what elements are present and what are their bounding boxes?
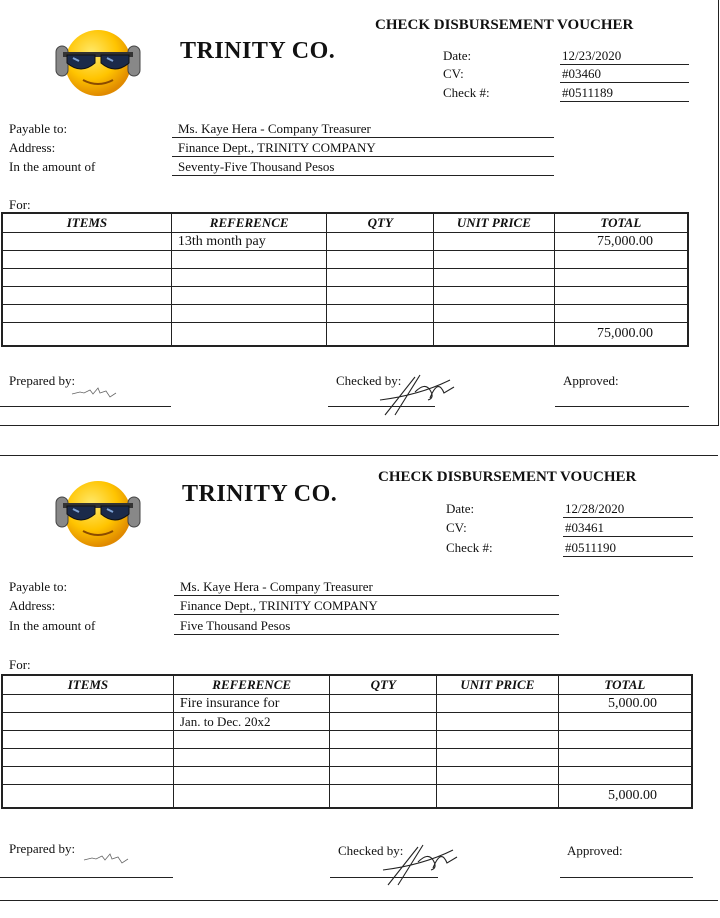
- cell-qty: [330, 785, 437, 809]
- cell-qty: [327, 233, 434, 251]
- cell-items: [2, 785, 173, 809]
- prepared-by-label: Prepared by:: [9, 373, 76, 388]
- cell-qty: [327, 251, 434, 269]
- table-row: [2, 713, 692, 731]
- cell-reference: [173, 749, 330, 767]
- cell-unit-price: [434, 251, 555, 269]
- sunglasses-smiley-icon: [55, 28, 141, 98]
- voucher-2: [0, 455, 718, 901]
- table-row: [2, 269, 688, 287]
- cell-qty: [327, 305, 434, 323]
- company-name: TRINITY CO.: [182, 481, 338, 507]
- checked-by-line: [328, 406, 435, 407]
- voucher-title: CHECK DISBURSEMENT VOUCHER: [378, 469, 637, 485]
- check-label: Check #:: [443, 85, 490, 100]
- grand-total: 5,000.00: [558, 785, 692, 809]
- date-label: Date:: [443, 48, 472, 63]
- cell-total: [558, 731, 692, 749]
- cell-reference: [171, 305, 327, 323]
- date-value: 12/23/2020: [560, 47, 689, 65]
- cell-qty: [330, 713, 437, 731]
- checker-signature: [378, 840, 473, 890]
- cv-value: #03460: [560, 65, 689, 83]
- amount-value: Five Thousand Pesos: [174, 617, 559, 635]
- cell-unit-price: [434, 233, 555, 251]
- initials-signature: [70, 382, 130, 400]
- cell-reference: [171, 269, 327, 287]
- cell-total: [554, 251, 688, 269]
- cell-qty: [330, 695, 437, 713]
- date-value: 12/28/2020: [563, 500, 693, 518]
- voucher-1: [0, 0, 719, 426]
- cell-items: [2, 305, 171, 323]
- cell-reference: [173, 731, 330, 749]
- table-row: [2, 695, 692, 713]
- cell-reference: [171, 287, 327, 305]
- cell-unit-price: [434, 269, 555, 287]
- address-value: Finance Dept., TRINITY COMPANY: [174, 597, 559, 615]
- cell-reference: [171, 323, 327, 347]
- amount-label: In the amount of: [9, 159, 96, 174]
- column-header-total: TOTAL: [554, 213, 688, 233]
- total-row: [2, 785, 692, 809]
- table-header: [2, 213, 688, 233]
- cell-items: [2, 731, 173, 749]
- cell-reference: [171, 251, 327, 269]
- cell-items: [2, 713, 173, 731]
- checker-signature: [375, 370, 470, 420]
- grand-total: 75,000.00: [554, 323, 688, 347]
- cv-value: #03461: [563, 519, 693, 537]
- cell-qty: [327, 323, 434, 347]
- approved-label: Approved:: [567, 843, 623, 858]
- cell-qty: [327, 269, 434, 287]
- cell-qty: [330, 731, 437, 749]
- column-header-qty: QTY: [330, 675, 437, 695]
- cell-qty: [330, 749, 437, 767]
- cell-total: 5,000.00: [558, 695, 692, 713]
- cell-total: [558, 749, 692, 767]
- cell-reference: 13th month pay: [171, 233, 327, 251]
- payable-value: Ms. Kaye Hera - Company Treasurer: [172, 120, 554, 138]
- cell-items: [2, 269, 171, 287]
- cell-qty: [327, 287, 434, 305]
- checked-by-label: Checked by:: [338, 843, 404, 858]
- prepared-by-line: [0, 877, 173, 878]
- cell-unit-price: [434, 323, 555, 347]
- cell-qty: [330, 767, 437, 785]
- address-value: Finance Dept., TRINITY COMPANY: [172, 139, 554, 157]
- address-label: Address:: [9, 598, 56, 613]
- company-name: TRINITY CO.: [180, 38, 336, 64]
- cell-reference: [173, 785, 330, 809]
- cell-items: [2, 749, 173, 767]
- for-label: For:: [9, 657, 31, 672]
- check-value: #0511189: [560, 84, 689, 102]
- voucher-title: CHECK DISBURSEMENT VOUCHER: [375, 17, 634, 33]
- initials-signature: [82, 848, 142, 866]
- cell-unit-price: [434, 287, 555, 305]
- cell-items: [2, 695, 173, 713]
- sunglasses-smiley-icon: [55, 479, 141, 549]
- amount-value: Seventy-Five Thousand Pesos: [172, 158, 554, 176]
- cell-unit-price: [437, 785, 559, 809]
- cell-unit-price: [437, 749, 559, 767]
- approved-line: [555, 406, 689, 407]
- cell-reference: Fire insurance for: [173, 695, 330, 713]
- column-header-items: ITEMS: [2, 675, 173, 695]
- cell-total: [554, 305, 688, 323]
- column-header-qty: QTY: [327, 213, 434, 233]
- cell-items: [2, 233, 171, 251]
- column-header-items: ITEMS: [2, 213, 171, 233]
- cell-reference: Jan. to Dec. 20x2: [173, 713, 330, 731]
- cell-total: 75,000.00: [554, 233, 688, 251]
- table-row: [2, 749, 692, 767]
- payable-label: Payable to:: [9, 579, 68, 594]
- cv-label: CV:: [443, 66, 464, 81]
- cell-unit-price: [437, 713, 559, 731]
- cell-unit-price: [437, 731, 559, 749]
- table-row: [2, 251, 688, 269]
- checked-by-label: Checked by:: [336, 373, 402, 388]
- approved-label: Approved:: [563, 373, 619, 388]
- cell-total: [554, 269, 688, 287]
- approved-line: [560, 877, 693, 878]
- table-row: [2, 305, 688, 323]
- cell-items: [2, 251, 171, 269]
- items-table: [1, 212, 689, 347]
- column-header-reference: REFERENCE: [171, 213, 327, 233]
- payable-label: Payable to:: [9, 121, 68, 136]
- check-value: #0511190: [563, 539, 693, 557]
- payable-value: Ms. Kaye Hera - Company Treasurer: [174, 578, 559, 596]
- cell-total: [558, 767, 692, 785]
- amount-label: In the amount of: [9, 618, 96, 633]
- table-row: [2, 233, 688, 251]
- column-header-total: TOTAL: [558, 675, 692, 695]
- table-row: [2, 731, 692, 749]
- prepared-by-label: Prepared by:: [9, 841, 76, 856]
- total-row: [2, 323, 688, 347]
- cell-total: [554, 287, 688, 305]
- table-row: [2, 767, 692, 785]
- column-header-unit-price: UNIT PRICE: [437, 675, 559, 695]
- items-table: [1, 674, 693, 809]
- cell-items: [2, 767, 173, 785]
- cell-unit-price: [434, 305, 555, 323]
- check-label: Check #:: [446, 540, 493, 555]
- table-row: [2, 287, 688, 305]
- column-header-reference: REFERENCE: [173, 675, 330, 695]
- address-label: Address:: [9, 140, 56, 155]
- column-header-unit-price: UNIT PRICE: [434, 213, 555, 233]
- cell-unit-price: [437, 695, 559, 713]
- cell-reference: [173, 767, 330, 785]
- cell-total: [558, 713, 692, 731]
- cell-items: [2, 287, 171, 305]
- for-label: For:: [9, 197, 31, 212]
- prepared-by-line: [0, 406, 171, 407]
- checked-by-line: [330, 877, 438, 878]
- date-label: Date:: [446, 501, 475, 516]
- cv-label: CV:: [446, 520, 467, 535]
- table-header: [2, 675, 692, 695]
- cell-items: [2, 323, 171, 347]
- cell-unit-price: [437, 767, 559, 785]
